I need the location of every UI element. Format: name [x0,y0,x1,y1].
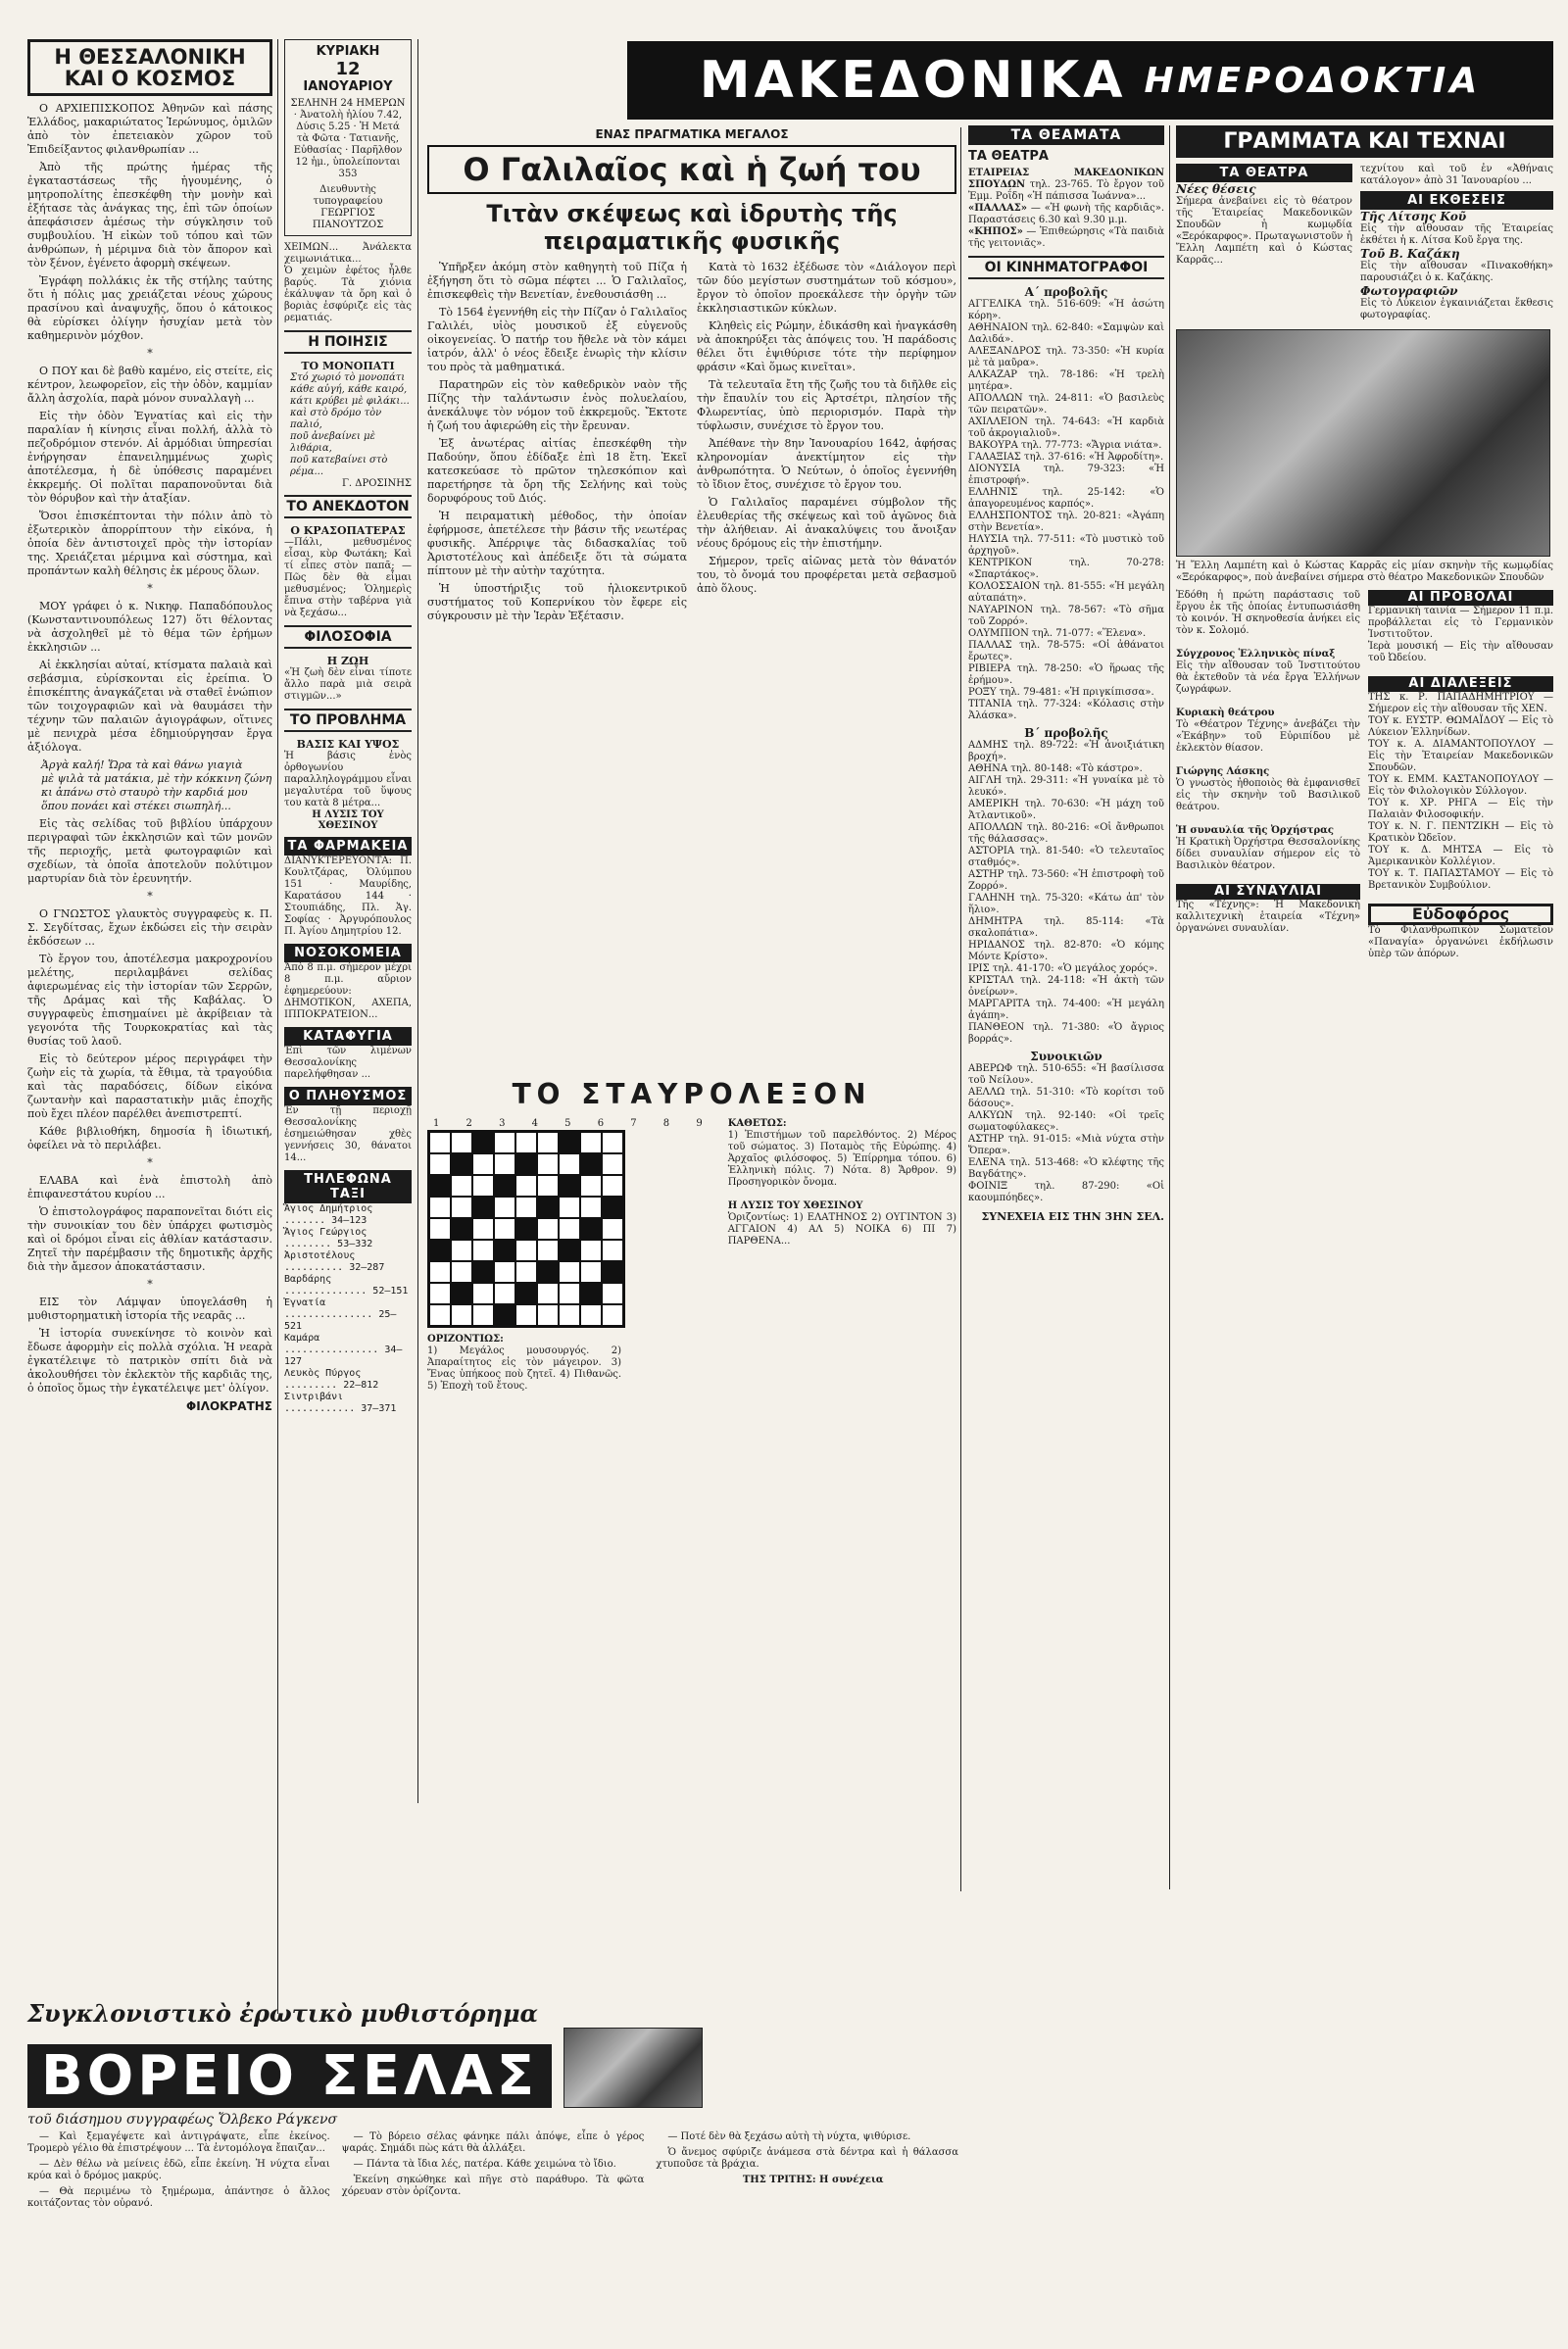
left-paragraph: ΜΟΥ γράφει ὁ κ. Νικηφ. Παπαδόπουλος (Κωνσταντινουπόλεως 127) ὅτι θέλοντας νὰ ἀσχοληθεῖ μὲ τὸ θέμα τῶν ἐρήμων ἐκκλησιῶν ... [27,600,272,654]
problem-title: ΤΟ ΠΡΟΒΛΗΜΑ [284,709,412,732]
arts-theatre-title: ΤΑ ΘΕΑΤΡΑ [1176,164,1352,182]
entertainment-column: ΤΑ ΘΕΑΜΑΤΑ ΤΑ ΘΕΑΤΡΑ ΕΤΑΙΡΕΙΑΣ ΜΑΚΕΔΟΝΙΚΩΝ ΣΠΟΥΔΩΝ τηλ. 23-765. Τὸ ἔργον τοῦ Ἐμμ. Ροΐδη «Ἡ πάπισσα Ἰωάννα»... «ΠΑΛΛΑΣ» — «Ἡ φωνὴ τῆς καρδιᾶς». Παραστάσεις 6.30 καὶ 9.30 μ.μ. «ΚΗΠΟΣ» — Ἐπιθεώρησις «Τὰ παιδιὰ τῆς γειτονιᾶς». ΟΙ ΚΙΝΗΜΑΤΟΓΡΑΦΟΙ Α΄ προβολῆς ΑΓΓΕΛΙΚΑ τηλ. 516-609: «Ἡ ἀσώτη κόρη». ΑΘΗΝΑΙΟΝ τηλ. 62-840: «Σαμψὼν καὶ Δαλιδά». ΑΛΕΞΑΝΔΡΟΣ τηλ. 73-350: «Ἡ κυρία μὲ τὰ μαῦρα». ΑΛΚΑΖΑΡ τηλ. 78-186: «Ἡ τρελὴ μητέρα». ΑΠΟΛΛΩΝ τηλ. 24-811: «Ὁ βασιλεὺς τῶν πειρατῶν». ΑΧΙΛΛΕΙΟΝ τηλ. 74-643: «Ἡ καρδιὰ τοῦ ἀκρογιαλιοῦ». ΒΑΚΟΥΡΑ τηλ. 77-773: «Ἄγρια νιάτα». ΓΑΛΑΞΙΑΣ τηλ. 37-616: «Ἡ Ἀφροδίτη». ΔΙΟΝΥΣΙΑ τηλ. 79-323: «Ἡ ἐπιστροφή». ΕΛΛΗΝΙΣ τηλ. 25-142: «Ὁ ἀπαγορευμένος καρπός». ΕΛΛΗΣΠΟΝΤΟΣ τηλ. 20-821: «Ἀγάπη στὴν Βενετία». ΗΛΥΣΙΑ τηλ. 77-511: «Τὸ μυστικὸ τοῦ ἀρχηγοῦ». ΚΕΝΤΡΙΚΟΝ τηλ. 70-278: «Σπαρτάκος». ΚΟΛΟΣΣΑΙΟΝ τηλ. 81-555: «Ἡ μεγάλη αὐταπάτη». ΝΑΥΑΡΙΝΟΝ τηλ. 78-567: «Τὸ σῆμα τοῦ Ζορρό». ΟΛΥΜΠΙΟΝ τηλ. 71-077: «Ἕλενα». ΠΑΛΛΑΣ τηλ. 78-575: «Οἱ ἀθάνατοι ἔρωτες». ΡΙΒΙΕΡΑ τηλ. 78-250: «Ὁ ἥρωας τῆς ἐρήμου». ΡΟΞΥ τηλ. 79-481: «Ἡ πριγκίπισσα». ΤΙΤΑΝΙΑ τηλ. 77-324: «Κόλασις στὴν Ἀλάσκα». Β΄ προβολῆς ΑΔΜΗΣ τηλ. 89-722: «Ἡ ἀνοιξιάτικη βροχή». ΑΘΗΝΑ τηλ. 80-148: «Τὸ κάστρο». ΑΙΓΛΗ τηλ. 29-311: «Ἡ γυναίκα μὲ τὸ λευκό». ΑΜΕΡΙΚΗ τηλ. 70-630: «Ἡ μάχη τοῦ Ἀτλαντικοῦ». ΑΠΟΛΛΩΝ τηλ. 80-216: «Οἱ ἄνθρωποι τῆς θάλασσας». ΑΣΤΟΡΙΑ τηλ. 81-540: «Ὁ τελευταῖος σταθμός». ΑΣΤΗΡ τηλ. 73-560: «Ἡ ἐπιστροφὴ τοῦ Ζορρό». ΓΑΛΗΝΗ τηλ. 75-320: «Κάτω ἀπ' τὸν ἥλιο». ΔΗΜΗΤΡΑ τηλ. 85-114: «Τὰ σκαλοπάτια». ΗΡΙΔΑΝΟΣ τηλ. 82-870: «Ὁ κόμης Μόντε Κρίστο». ΙΡΙΣ τηλ. 41-170: «Ὁ μεγάλος χορός». ΚΡΙΣΤΑΛ τηλ. 24-118: «Ἡ ἀκτὴ τῶν ὀνείρων». ΜΑΡΓΑΡΙΤΑ τηλ. 74-400: «Ἡ μεγάλη ἀγάπη». ΠΑΝΘΕΟΝ τηλ. 71-380: «Ὁ ἄγριος βορράς». Συνοικιῶν ΑΒΕΡΩΦ τηλ. 510-655: «Ἡ βασίλισσα τοῦ Νείλου». ΑΕΛΛΩ τηλ. 51-310: «Τὸ κορίτσι τοῦ δάσους». ΑΛΚΥΩΝ τηλ. 92-140: «Οἱ τρεῖς σωματοφύλακες». ΑΣΤΗΡ τηλ. 91-015: «Μιὰ νύχτα στὴν Ὄπερα». ΕΛΕΝΑ τηλ. 513-468: «Ὁ κλέφτης τῆς Βαγδάτης». ΦΟΙΝΙΞ τηλ. 87-290: «Οἱ καουμπόηδες». ΣΥΝΕΧΕΙΑ ΕΙΣ ΤΗΝ 3ΗΝ ΣΕΛ. [968,127,1164,1223]
date-day: ΚΥΡΙΑΚΗ [316,44,380,59]
serial-novel: Συγκλονιστικὸ ἐρωτικὸ μυθιστόρημα ΒΟΡΕΙΟ ΣΕΛΑΣ τοῦ διάσημου συγγραφέως Ὄλβεκο Ράγκενσ — Καὶ ξεμαγέψετε καὶ ἀντιγράψατε, εἶπε ἐκείνος. Τρομερὸ γέλιο θὰ ἐπιστρέψουν ... Τὰ ἐντομόλογα ἔπαιζαν... — Δὲν θέλω νὰ μείνεις ἐδῶ, εἶπε ἐκείνη. Ἡ νύχτα εἶναι κρύα καὶ ὁ δρόμος μακρύς. — Θὰ περιμένω τὸ ξημέρωμα, ἀπάντησε ὁ ἄλλος κοιτάζοντας τὸν οὐρανό. — Τὸ βόρειο σέλας φάνηκε πάλι ἀπόψε, εἶπε ὁ γέρος ψαράς. Σημάδι πὼς κάτι θὰ ἀλλάξει. — Πάντα τὰ ἴδια λές, πατέρα. Κάθε χειμώνα τὸ ἴδιο. Ἐκείνη σηκώθηκε καὶ πῆγε στὸ παράθυρο. Τὰ φῶτα χόρευαν στὸν ὁρίζοντα. — Ποτέ δὲν θὰ ξεχάσω αὐτὴ τὴ νύχτα, ψιθύρισε. Ὁ ἄνεμος σφύριζε ἀνάμεσα στὰ δέντρα καὶ ἡ θάλασσα χτυποῦσε τὰ βράχια. ΤΗΣ ΤΡΙΤΗΣ: Η συνέχεια [27,1999,959,2209]
poem-line: Στό χωριό τὸ μονοπάτι [290,372,406,383]
crossword-section: ΤΟ ΣΤΑΥΡΟΛΕΞΟΝ 1 2 3 4 5 6 7 8 9 ΟΡΙΖΟΝΤΙΩΣ: 1) Μεγάλος μουσουργός. 2) Ἀπαραίτητος εἰς τὸν μάγειρον. 3) Ἔνας ὑπήκοος ποὺ ζητεῖ. 4) Πιθανῶς. 5) Ἐποχὴ τοῦ ἔτους. ΚΑΘΕΤΩΣ: 1) Ἐπιστήμων τοῦ παρελθόντος. 2) Μέρος τοῦ σώματος. 3) Ποταμὸς τῆς Εὐρώπης. 4) Ἀρχαῖος φιλόσοφος. 5) Ἐπίρρημα τόπου. 6) Ἑλληνικὴ πόλις. 7) Νότα. 8) Ἄρθρον. 9) Προσηγορικὸν ὄνομα. Η ΛΥΣΙΣ ΤΟΥ ΧΘΕΣΙΝΟΥ Ὁριζοντίως: 1) ΕΛΑΤΗΝΟΣ 2) ΟΥΓΙΝΤΟΝ 3) ΑΓΓΑΙΟΝ 4) ΑΛ 5) ΝΟΙΚΑ 6) ΠΙ 7) ΠΑΡΘΕΝΑ... [427,1078,956,1392]
shelters-title: ΚΑΤΑΦΥΓΙΑ [284,1027,412,1046]
continued-note: ΣΥΝΕΧΕΙΑ ΕΙΣ ΤΗΝ 3ΗΝ ΣΕΛ. [981,1210,1164,1223]
philosophy-subtitle: Η ΖΩΗ [326,655,369,667]
galileo-kicker: ΕΝΑΣ ΠΡΑΓΜΑΤΙΚΑ ΜΕΓΑΛΟΣ [595,127,789,141]
left-paragraph: ΕΛΑΒΑ καὶ ἑνὰ ἐπιστολὴ ἀπὸ ἐπιφανεστάτου κυρίου ... [27,1174,272,1200]
left-column-body: Ο ΑΡΧΙΕΠΙΣΚΟΠΟΣ Ἀθηνῶν καὶ πάσης Ἑλλάδος, μακαριώτατος Ἱερώνυμος, ὁμιλῶν ἀπὸ τὸν ἐπετειακὸν χῶρον τοῦ Ἐπιδείξαντος φιλανθρωπίαν ... Ἀπὸ τῆς πρώτης ἡμέρας τῆς ἐγκαταστάσεως τῆς ἡγουμένης, ὁ μητροπολίτης ἐπεσκέφθη τὴν μονὴν καὶ ἐξήτασε τὰς ἀνάγκας της, ἐπὶ τῶν ὁποίων ἀπεφάσισεν ἀμέσως τὴν σύγκλησιν τοῦ συμβουλίου. Ἡ εἰκὼν τοῦ τόπου καὶ τῶν ἀνθρώπων, ἡ μέριμνα διὰ τὸν ἄπορον καὶ τὸν ξένον, ἐγένετο ἀφορμὴ σκέψεων. Ἐγράφη πολλάκις ἐκ τῆς στήλης ταύτης ὅτι ἡ πόλις μας χρειάζεται νέους χώρους πρασίνου καὶ ἀναψυχῆς, ὅπου ὁ κάτοικος θὰ εὑρίσκει ὀλίγην ἡσυχίαν μετὰ τὸν καθημερινὸν μόχθον. * Ο ΠΟΥ και δὲ βαθὺ καμένο, εἰς στείτε, εἰς κέντρον, λεωφορεῖον, εἰς τὴν ὁδὸν, καμμίαν ἄλλη ἀσχολία, παρὰ μόνον συναλλαγὴ ... Εἰς τὴν ὁδὸν Ἐγνατίας καὶ εἰς τὴν παραλίαν ἡ κίνησις εἶναι πολλή, ἀλλὰ τὸ πεζοδρόμιον στενόν. Αἱ ἀρμόδιαι ὑπηρεσίαι ἐνήργησαν ἐπανειλημμένως χωρὶς ἀποτέλεσμα, ἡ δὲ ὑπόθεσις παραμένει ἐκκρεμής. Οἱ πολῖται παραπονοῦνται διὰ τὸν θόρυβον καὶ τὴν ἀταξίαν. Ὅσοι ἐπισκέπτονται τὴν πόλιν ἀπὸ τὸ ἐξωτερικὸν ἀπορρίπτουν τὴν εἰκόνα, ἡ ὁποία δὲν ἀντιστοιχεῖ πρὸς τὴν ἱστορίαν της. Χρειάζεται μέριμνα καὶ σύστημα, καὶ προπάντων καλὴ θέλησις ἐκ μέρους ὅλων. * ΜΟΥ γράφει ὁ κ. Νικηφ. Παπαδόπουλος (Κωνσταντινουπόλεως 127) ὅτι θέλοντας νὰ ἀσχοληθεῖ μὲ τὸ θέμα τῶν ἐρήμων ἐκκλησιῶν ... Αἱ ἐκκλησίαι αὐταί, κτίσματα παλαιὰ καὶ σεβάσμια, εὑρίσκονται εἰς ἐρείπια. Ὁ ἐπισκέπτης ἀναγκάζεται νὰ σταθεῖ ἐνώπιον τῶν τοιχογραφιῶν καὶ νὰ θαυμάσει τὴν τέχνην τῶν παλαιῶν ἁγιογράφων, οἵτινες μὲ πενιχρὰ μέσα ἐδημιούργησαν ἔργα ἀξιόλογα. Ἀργὰ καλή! Ὥρα τὰ καὶ θάνω γιαγιὰ μὲ ψιλὰ τὰ ματάκια, μὲ τὴν κόκκινη ζώνη κι ἀπάνω στὸ σταυρὸ τὴν καρδιά μου ὅπου πονάει καὶ στέκει σιωπηλή... Εἰς τὰς σελίδας τοῦ βιβλίου ὑπάρχουν περιγραφαὶ τῶν ἐκκλησιῶν καὶ τῶν μονῶν τῆς περιοχῆς, μετὰ φωτογραφιῶν καὶ σχεδίων, τὰ ὁποῖα ἀποτελοῦν πολύτιμον μαρτυρίαν διὰ τὸν ἐρευνητήν. * Ο ΓΝΩΣΤΟΣ γλαυκτὸς συγγραφεὺς κ. Π. Σ. Σεγδίτσας, ἔχων ἐκδώσει εἰς τὴν σειρὰν ἐκδόσεων ... Τὸ ἔργον του, ἀποτέλεσμα μακροχρονίου μελέτης, περιλαμβάνει σελίδας ἀφιερωμένας εἰς τὴν ἱστορίαν τῶν Σερρῶν, τῆς Δράμας καὶ τῆς Καβάλας. Ὁ συγγραφεὺς ἐπισημαίνει μὲ ἀκρίβειαν τὰ γεγονότα τῆς Τουρκοκρατίας καὶ τὰς θυσίας τοῦ λαοῦ. Εἰς τὸ δεύτερον μέρος περιγράφει τὴν ζωὴν εἰς τὰ χωρία, τὰ ἔθιμα, τὰ τραγούδια καὶ τὰς παραδόσεις, δίδων εἰκόνα ζωντανὴν καὶ παραστατικὴν μιᾶς ἐποχῆς ποὺ ἔχει πλέον παρέλθει ἀνεπιστρεπτί. Κάθε βιβλιοθήκη, δημοσία ἢ ἰδιωτική, ὀφείλει νὰ τὸ περιλάβει. * ΕΛΑΒΑ καὶ ἑνὰ ἐπιστολὴ ἀπὸ ἐπιφανεστάτου κυρίου ... Ὁ ἐπιστολογράφος παραπονεῖται διότι εἰς τὴν συνοικίαν του δὲν ὑπάρχει φωτισμὸς καὶ οἱ δρόμοι εἶναι εἰς ἀθλίαν κατάστασιν. Ζητεῖ τὴν παρέμβασιν τῆς δημοτικῆς ἀρχῆς διὰ τὴν ἄμεσον ἀποκατάστασιν. * ΕΙΣ τὸν Λάμψαν ὑπογελάσθη ἡ μυθιστορηματικὴ ἱστορία τῆς νεαρᾶς ... Ἡ ἱστορία συνεκίνησε τὸ κοινὸν καὶ ἔδωσε ἀφορμὴν εἰς πολλὰ σχόλια. Ἡ νεαρὰ ἐγκατέλειψε τὸ πατρικὸν σπίτι διὰ νὰ ἀκολουθήσει τὸν ἐκλεκτὸν τῆς καρδιᾶς της, ὁ ὁποῖος ὅμως τὴν ἐγκατέλειψε μετ' ὀλίγον. [27,102,272,1395]
crossword-numbers: 1 2 3 4 5 6 7 8 9 [433,1118,714,1129]
theatres-header: ΤΑ ΘΕΑΜΑΤΑ [968,125,1164,145]
date-box [284,39,412,236]
column-rule [417,39,418,1803]
novel-body: — Καὶ ξεμαγέψετε καὶ ἀντιγράψατε, εἶπε ἐκείνος. Τρομερὸ γέλιο θὰ ἐπιστρέψουν ... Τὰ ἐντομόλογα ἔπαιζαν... [27,2131,330,2154]
phones-title: ΤΗΛΕΦΩΝΑ ΤΑΞΙ [284,1170,412,1203]
printing-editor: Διευθυντὴς τυπογραφείου ΓΕΩΡΓΙΟΣ ΠΙΑΝΟΥΤΖΟΣ [312,184,384,230]
pharmacies-title: ΤΑ ΦΑΡΜΑΚΕΙΑ [284,837,412,856]
suburbs-label: Συνοικιῶν [1030,1050,1102,1063]
winter-note: ΧΕΙΜΩΝ... Ἀνάλεκτα χειμωνιάτικα... [284,242,412,265]
cinemas-title: ΟΙ ΚΙΝΗΜΑΤΟΓΡΑΦΟΙ [968,256,1164,279]
problem-subtitle: ΒΑΣΙΣ ΚΑΙ ΥΨΟΣ [296,738,400,751]
crossword-title: ΤΟ ΣΤΑΥΡΟΛΕΞΟΝ [512,1078,872,1110]
projections-title: ΑΙ ΠΡΟΒΟΛΑΙ [1368,590,1553,606]
left-header-line2: ΚΑΙ Ο ΚΟΣΜΟΣ [64,67,236,90]
poem-body: Στό χωριό τὸ μονοπάτι κάθε αὐγή, κάθε καιρό, κάτι κρύβει μὲ φιλάκι... καὶ στὸ δρόμο τὸν παλιό, ποῦ ἀνεβαίνει μὲ λιθάρια, ποῦ κατεβαίνει στὸ ρέμα... [284,372,412,478]
novel-next: ΤΗΣ ΤΡΙΤΗΣ: Η συνέχεια [742,2175,884,2185]
poem-author: Γ. ΔΡΟΣΙΝΗΣ [341,478,412,489]
second-column: ΚΥΡΙΑΚΗ 12 ΙΑΝΟΥΑΡΙΟΥ ΣΕΛΗΝΗ 24 ΗΜΕΡΩΝ · Ἀνατολὴ ἡλίου 7.42, Δύσις 5.25 · Ἡ Μετά τὰ Φῶτα · Τατιανῆς, Εὐθασίας · Παρῆλθον 12 ἡμ., ὑπολείπονται 353 Διευθυντὴς τυπογραφείου ΓΕΩΡΓΙΟΣ ΠΙΑΝΟΥΤΖΟΣ ΧΕΙΜΩΝ... Ἀνάλεκτα χειμωνιάτικα... Ὁ χειμὼν ἐφέτος ἦλθε βαρύς. Τὰ χιόνια ἐκάλυψαν τὰ ὄρη καὶ ὁ βοριὰς ἐσφύριζε εἰς τὰς ρεματιάς. Η ΠΟΙΗΣΙΣ ΤΟ ΜΟΝΟΠΑΤΙ Στό χωριό τὸ μονοπάτι κάθε αὐγή, κάθε καιρό, κάτι κρύβει μὲ φιλάκι... καὶ στὸ δρόμο τὸν παλιό, ποῦ ἀνεβαίνει μὲ λιθάρια, ποῦ κατεβαίνει στὸ ρέμα... Γ. ΔΡΟΣΙΝΗΣ ΤΟ ΑΝΕΚΔΟΤΟΝ Ο ΚΡΑΣΟΠΑΤΕΡΑΣ —Πάλι, μεθυσμένος εἶσαι, κὺρ Φωτάκη; Καὶ τί εἶπες στὸν παπᾶ; —Πῶς δὲν θὰ εἶμαι μεθυσμένος; Ὁλημερὶς ἔπινα στὴν ταβέρνα γιὰ νὰ ξεχάσω... ΦΙΛΟΣΟΦΙΑ Η ΖΩΗ «Ἡ ζωὴ δὲν εἶναι τίποτε ἄλλο παρὰ μιὰ σειρὰ στιγμῶν...» ΤΟ ΠΡΟΒΛΗΜΑ ΒΑΣΙΣ ΚΑΙ ΥΨΟΣ Ἡ βάσις ἑνὸς ὀρθογωνίου παραλληλογράμμου εἶναι μεγαλυτέρα τοῦ ὕψους του κατὰ 8 μέτρα... Η ΛΥΣΙΣ ΤΟΥ ΧΘΕΣΙΝΟΥ ΤΑ ΦΑΡΜΑΚΕΙΑ ΔΙΑΝΥΚΤΕΡΕΥΟΝΤΑ: Π. Κουλτζάρας, Ὀλύμπου 151 · Μαυρίδης, Καρατάσου 144 · Στουπιάδης, Πλ. Ἁγ. Σοφίας · Ἀργυρόπουλος Π. Ἀγίου Δημητρίου 12. ΝΟΣΟΚΟΜΕΙΑ Ἀπὸ 8 π.μ. σήμερον μέχρι 8 π.μ. αὔριον ἐφημερεύουν: ΔΗΜΟΤΙΚΟΝ, ΑΧΕΠΑ, ΙΠΠΟΚΡΑΤΕΙΟΝ... ΚΑΤΑΦΥΓΙΑ Ἐπὶ τῶν λιμένων Θεσσαλονίκης παρελήφθησαν ... Ο ΠΛΗΘΥΣΜΟΣ Ἐν τῇ περιοχῇ Θεσσαλονίκης ἐσημειώθησαν χθὲς γεννήσεις 30, θάνατοι 14... ΤΗΛΕΦΩΝΑ ΤΑΞΙ Ἄγιος Δημήτριος ....... 34—123 Ἄγιος Γεώργιος ........ 53—332 Ἀριστοτέλους .......... 32—287 Βαρδάρης .............. 52—151 Ἐγνατία ............... 25—521 Καμάρα ................ 34—127 Λευκὸς Πύργος ......... 22—812 Σιντριβάνι ............ 37—371 [284,39,412,1415]
novel-kicker: Συγκλονιστικὸ ἐρωτικὸ μυθιστόρημα [27,1999,539,2028]
poem-subtitle: ΤΟ ΜΟΝΟΠΑΤΙ [301,360,395,372]
theatres-subheader: ΤΑ ΘΕΑΤΡΑ [968,149,1049,164]
poem-line: κάθε αὐγή, κάθε καιρό, [290,384,408,395]
meetings-title: ΑΙ ΣΥΝΑΥΛΙΑΙ [1176,884,1360,900]
anecdote-title: ΤΟ ΑΝΕΚΔΟΤΟΝ [284,495,412,518]
left-column [27,39,272,1413]
down-label: ΚΑΘΕΤΩΣ: [727,1118,787,1129]
exhibition-1: Τῆς Λίτσης Κοῦ [1360,210,1467,223]
first-run-label: Α΄ προβολῆς [1024,285,1108,299]
poem-title: Η ΠΟΙΗΣΙΣ [284,330,412,354]
photo-caption: Ἡ Ἔλλη Λαμπέτη καὶ ὁ Κώστας Καρρᾶς εἰς μίαν σκηνὴν τῆς κωμῳδίας «Ξερόκαρφος», ποὺ ἀνεβαίνει σήμερα στὸ θέατρο Μακεδονικῶν Σπουδῶν [1176,561,1553,583]
concert-title: Ἡ συναυλία τῆς Ὀρχήστρας [1176,825,1334,836]
left-paragraph: Ο ΓΝΩΣΤΟΣ γλαυκτὸς συγγραφεὺς κ. Π. Σ. Σεγδίτσας, ἔχων ἐκδώσει εἰς τὴν σειρὰν ἐκδόσεων ... [27,907,272,948]
galileo-subtitle: Τιτὰν σκέψεως καὶ ἱδρυτὴς τῆς πειραματικῆς φυσικῆς [486,200,898,255]
column-rule [960,127,961,1891]
exhibition-2: Τοῦ Β. Καζάκη [1360,247,1460,261]
date-month: ΙΑΝΟΥΑΡΙΟΥ [303,79,393,94]
problem-answer-label: Η ΛΥΣΙΣ ΤΟΥ ΧΘΕΣΙΝΟΥ [312,809,384,831]
anecdote-subtitle: Ο ΚΡΑΣΟΠΑΤΕΡΑΣ [290,524,406,537]
novel-illustration [564,2028,703,2108]
hospitals-title: ΝΟΣΟΚΟΜΕΙΑ [284,944,412,962]
arts-title: ΓΡΑΜΜΑΤΑ ΚΑΙ ΤΕΧΝΑΙ [1176,125,1553,158]
left-column-header [27,39,272,96]
galileo-body: Ὑπῆρξεν ἀκόμη στὸν καθηγητὴ τοῦ Πίζα ἡ ἐξήγηση ὅτι τὸ σῶμα πέφτει ... Ὁ Γαλιλαῖος, ἐπισκεφθεὶς τὴν Βενετίαν, ἐνεθουσιάσθη ... [427,261,687,301]
date-number: 12 [335,59,361,79]
masthead [627,41,1553,120]
left-paragraph: Ο ΠΟΥ και δὲ βαθὺ καμένο, εἰς στείτε, εἰς κέντρον, λεωφορεῖον, εἰς τὴν ὁδὸν, καμμίαν ἄλλη ἀσχολία, παρὰ μόνον συναλλαγὴ ... [27,365,272,405]
masthead-title: ΜΑΚΕΔΟΝΙΚΑ [699,51,1127,110]
exhibition-3: Φωτογραφιῶν [1360,284,1458,298]
galileo-title: Ο Γαλιλαῖος καὶ ἡ ζωή του [427,145,956,194]
left-paragraph: Ο ΑΡΧΙΕΠΙΣΚΟΠΟΣ Ἀθηνῶν καὶ πάσης Ἑλλάδος, μακαριώτατος Ἱερώνυμος, ὁμιλῶν ἀπὸ τὸν ἐπετειακὸν χῶρον τοῦ Ἐπιδείξαντος φιλανθρωπίαν ... [27,102,272,156]
galileo-article: ΕΝΑΣ ΠΡΑΓΜΑΤΙΚΑ ΜΕΓΑΛΟΣ Ο Γαλιλαῖος καὶ ἡ ζωή του Τιτὰν σκέψεως καὶ ἱδρυτὴς τῆς πειραματικῆς φυσικῆς Ὑπῆρξεν ἀκόμη στὸν καθηγητὴ τοῦ Πίζα ἡ ἐξήγηση ὅτι τὸ σῶμα πέφτει ... Ὁ Γαλιλαῖος, ἐπισκεφθεὶς τὴν Βενετίαν, ἐνεθουσιάσθη ... Τὸ 1564 ἐγεννήθη εἰς τὴν Πίζαν ὁ Γαλιλαῖος Γαλιλέι, υἱὸς μουσικοῦ ἐξ εὐγενοῦς οἰκογενείας. Ὁ πατήρ του ἤθελε νὰ τὸν κάμει ἰατρόν, ἀλλ' ὁ νέος ἔδειξε ἐνωρὶς τὴν κλίσιν του πρὸς τὰ μαθηματικά. Παρατηρῶν εἰς τὸν καθεδρικὸν ναὸν τῆς Πίζης τὴν ταλάντωσιν ἑνὸς πολυελαίου, ἀνεκάλυψε τὸν νόμον τοῦ ἐκκρεμοῦς. Ἔκτοτε ἡ ζωή του ἀφιερώθη εἰς τὴν ἔρευναν. Ἐξ ἀνωτέρας αἰτίας ἐπεσκέφθη τὴν Παδούην, ὅπου ἐδίδαξε ἐπὶ 18 ἔτη. Ἐκεῖ κατεσκεύασε τὸ πρῶτον τηλεσκόπιον καὶ παρετήρησε τὰ ὄρη τῆς Σελήνης καὶ τοὺς δορυφόρους τοῦ Διός. Ἡ πειραματικὴ μέθοδος, τὴν ὁποίαν ἐφήρμοσε, ἀπετέλεσε τὴν βάσιν τῆς νεωτέρας φυσικῆς. Ἀπέρριψε τὰς διδασκαλίας τοῦ Ἀριστοτέλους καὶ ἀπέδειξε ὅτι τὰ σώματα πίπτουν μὲ τὴν αὐτὴν ταχύτητα. Ἡ ὑποστήριξις τοῦ ἡλιοκεντρικοῦ συστήματος τοῦ Κοπερνίκου τὸν ἔφερε εἰς σύγκρουσιν μὲ τὴν Ἱερὰν Ἐξέτασιν. Κατὰ τὸ 1632 ἐξέδωσε τὸν «Διάλογον περὶ τῶν δύο μεγίστων συστημάτων τοῦ κόσμου», ἔργον τὸ ὁποῖον προεκάλεσε τὴν ὀργὴν τῶν ἐκκλησιαστικῶν κύκλων. Κληθεὶς εἰς Ρώμην, ἐδικάσθη καὶ ἠναγκάσθη νὰ ἀποκηρύξει τὰς ἀπόψεις του. Ἡ παράδοσις θέλει ὅτι ἐψιθύρισε τότε τὴν περίφημον φράσιν «Καὶ ὅμως κινεῖται». Τὰ τελευταῖα ἔτη τῆς ζωῆς του τὰ διῆλθε εἰς τὴν ἔπαυλίν του εἰς Ἀρτσέτρι, πλησίον τῆς Φλωρεντίας, ὑπὸ περιορισμόν. Παρὰ τὴν τύφλωσιν, συνέχισε τὸ ἔργον του. Ἀπέθανε τὴν 8ην Ἰανουαρίου 1642, ἀφήσας κληρονομίαν ἀνεκτίμητον εἰς τὴν ἀνθρωπότητα. Ὁ Νεύτων, ὁ ὁποῖος ἐγεννήθη τὸ ἴδιον ἔτος, συνέχισε τὸ ἔργον του. Ὁ Γαλιλαῖος παραμένει σύμβολον τῆς ἐλευθερίας τῆς σκέψεως καὶ τοῦ ἀγῶνος διὰ τὴν ἀλήθειαν. Αἱ ἀνακαλύψεις του ἄνοιξαν νέους δρόμους εἰς τὴν ἐπιστήμην. Σήμερον, τρεῖς αἰῶνας μετὰ τὸν θάνατόν του, τὸ ὄνομά του προφέρεται μετὰ σεβασμοῦ ἀπὸ ὅλους. [427,127,956,622]
column-rule [277,39,278,2014]
across-label: ΟΡΙΖΟΝΤΙΩΣ: [427,1334,504,1345]
charity-title: Εὐδοφόρος [1368,904,1553,925]
left-paragraph: ΕΙΣ τὸν Λάμψαν ὑπογελάσθη ἡ μυθιστορηματικὴ ἱστορία τῆς νεαρᾶς ... [27,1296,272,1322]
exhibitions-title: ΑΙ ΕΚΘΕΣΕΙΣ [1360,191,1553,210]
left-header-line1: Η ΘΕΣΣΑΛΟΝΙΚΗ [54,45,246,69]
column-rule [1169,125,1170,1889]
population-title: Ο ΠΛΗΘΥΣΜΟΣ [284,1087,412,1105]
theatre-photo [1176,329,1550,557]
left-signature: ΦΙΛΟΚΡΑΤΗΣ [186,1399,272,1413]
poem-line: κάτι κρύβει μὲ φιλάκι... [290,396,410,407]
crossword-grid[interactable] [427,1130,625,1328]
crossword-answer-label: Η ΛΥΣΙΣ ΤΟΥ ΧΘΕΣΙΝΟΥ [727,1200,863,1211]
novel-title: ΒΟΡΕΙΟ ΣΕΛΑΣ [27,2044,552,2108]
philosophy-title: ΦΙΛΟΣΟΦΙΑ [284,625,412,649]
date-info: ΣΕΛΗΝΗ 24 ΗΜΕΡΩΝ · Ἀνατολὴ ἡλίου 7.42, Δύσις 5.25 · Ἡ Μετά τὰ Φῶτα · Τατιανῆς, Εὐθασίας · Παρῆλθον 12 ἡμ., ὑπολείπονται 353 [290,98,406,179]
arts-column: ΓΡΑΜΜΑΤΑ ΚΑΙ ΤΕΧΝΑΙ ΤΑ ΘΕΑΤΡΑ Νέες θέσεις Σήμερα ἀνεβαίνει εἰς τὸ θέατρον τῆς Ἑταιρείας Μακεδονικῶν Σπουδῶν ἡ κωμῳδία «Ξερόκαρφος». Πρωταγωνιστοῦν ἡ Ἔλλη Λαμπέτη καὶ ὁ Κώστας Καρρᾶς... τεχνίτου καὶ τοῦ ἐν «Ἀθήναις κατάλογον» ἀπὸ 31 Ἰανουαρίου ... ΑΙ ΕΚΘΕΣΕΙΣ Τῆς Λίτσης Κοῦ Εἰς τὴν αἴθουσαν τῆς Ἐταιρείας ἐκθέτει ἡ κ. Λίτσα Κοῦ ἔργα της. Τοῦ Β. Καζάκη Εἰς τὴν αἴθουσαν «Πινακοθήκη» παρουσιάζει ὁ κ. Καζάκης. Φωτογραφιῶν Εἰς τὸ Λύκειον ἐγκαινιάζεται ἔκθεσις φωτογραφίας. Ἡ Ἔλλη Λαμπέτη καὶ ὁ Κώστας Καρρᾶς εἰς μίαν σκηνὴν τῆς κωμῳδίας «Ξερόκαρφος», ποὺ ἀνεβαίνει σήμερα στὸ θέατρο Μακεδονικῶν Σπουδῶν Ἐδόθη ἡ πρώτη παράστασις τοῦ ἔργου ἐκ τῆς ὁποίας ἐντυπωσιάσθη τὸ κοινόν. Ἡ σκηνοθεσία ἀνήκει εἰς τὸν κ. Σολομό. Σύγχρονος Ἑλληνικὸς πίναξ Εἰς τὴν αἴθουσαν τοῦ Ἰνστιτούτου θὰ ἐκτεθοῦν τὰ νέα ἔργα Ἑλλήνων ζωγράφων. Κυριακὴ θεάτρου Τὸ «Θέατρον Τέχνης» ἀνεβάζει τὴν «Ἑκάβην» τοῦ Εὐριπίδου μὲ ἐκλεκτὸν θίασον. Γιώργης Λάσκης Ὁ γνωστὸς ἠθοποιὸς θὰ ἐμφανισθεῖ εἰς τὴν σκηνὴν τοῦ Βασιλικοῦ θεάτρου. Ἡ συναυλία τῆς Ὀρχήστρας Ἡ Κρατικὴ Ὀρχήστρα Θεσσαλονίκης δίδει συναυλίαν σήμερον εἰς τὸ Βασιλικὸν θέατρον. ΑΙ ΣΥΝΑΥΛΙΑΙ Τῆς «Τέχνης»: Ἡ Μακεδονικὴ καλλιτεχνικὴ ἑταιρεία «Τέχνη» ὀργανώνει συναυλίαν. ΑΙ ΠΡΟΒΟΛΑΙ Γερμανικὴ ταινία — Σήμερον 11 π.μ. προβάλλεται εἰς τὸ Γερμανικὸν Ἰνστιτοῦτον. Ἱερὰ μουσική — Εἰς τὴν αἴθουσαν τοῦ Ὠδείου. ΑΙ ΔΙΑΛΕΞΕΙΣ ΤΗΣ κ. Ρ. ΠΑΠΑΔΗΜΗΤΡΙΟΥ — Σήμερον εἰς τὴν αἴθουσαν τῆς ΧΕΝ. ΤΟΥ κ. ΕΥΣΤΡ. ΘΩΜΑΪΔΟΥ — Εἰς τὸ Λύκειον Ἑλληνίδων. ΤΟΥ κ. Α. ΔΙΑΜΑΝΤΟΠΟΥΛΟΥ — Εἰς τὴν Ἑταιρείαν Μακεδονικῶν Σπουδῶν. ΤΟΥ κ. ΕΜΜ. ΚΑΣΤΑΝΟΠΟΥΛΟΥ — Εἰς τὸν Φιλολογικὸν Σύλλογον. ΤΟΥ κ. ΧΡ. ΡΗΓΑ — Εἰς τὴν Παλαιὰν Φιλοσοφικήν. ΤΟΥ κ. Ν. Γ. ΠΕΝΤΖΙΚΗ — Εἰς τὸ Κρατικὸν Ὠδεῖον. ΤΟΥ κ. Δ. ΜΗΤΣΑ — Εἰς τὸ Ἀμερικανικὸν Κολλέγιον. ΤΟΥ κ. Τ. ΠΑΠΑΣΤΑΜΟΥ — Εἰς τὸ Βρετανικὸν Συμβούλιον. Εὐδοφόρος Τὸ Φιλανθρωπικὸν Σωματεῖον «Παναγία» ὀργανώνει ἐκδήλωσιν ὑπὲρ τῶν ἀπόρων. [1176,125,1553,960]
novel-byline: τοῦ διάσημου συγγραφέως Ὄλβεκο Ράγκενσ [27,2112,338,2128]
second-run-label: Β΄ προβολῆς [1024,726,1108,740]
arts-theatre-subtitle: Νέες θέσεις [1176,182,1256,196]
lectures-title: ΑΙ ΔΙΑΛΕΞΕΙΣ [1368,676,1553,692]
masthead-subtitle: ΗΜΕΡΟΔΟΚΤΙΑ [1144,60,1482,101]
